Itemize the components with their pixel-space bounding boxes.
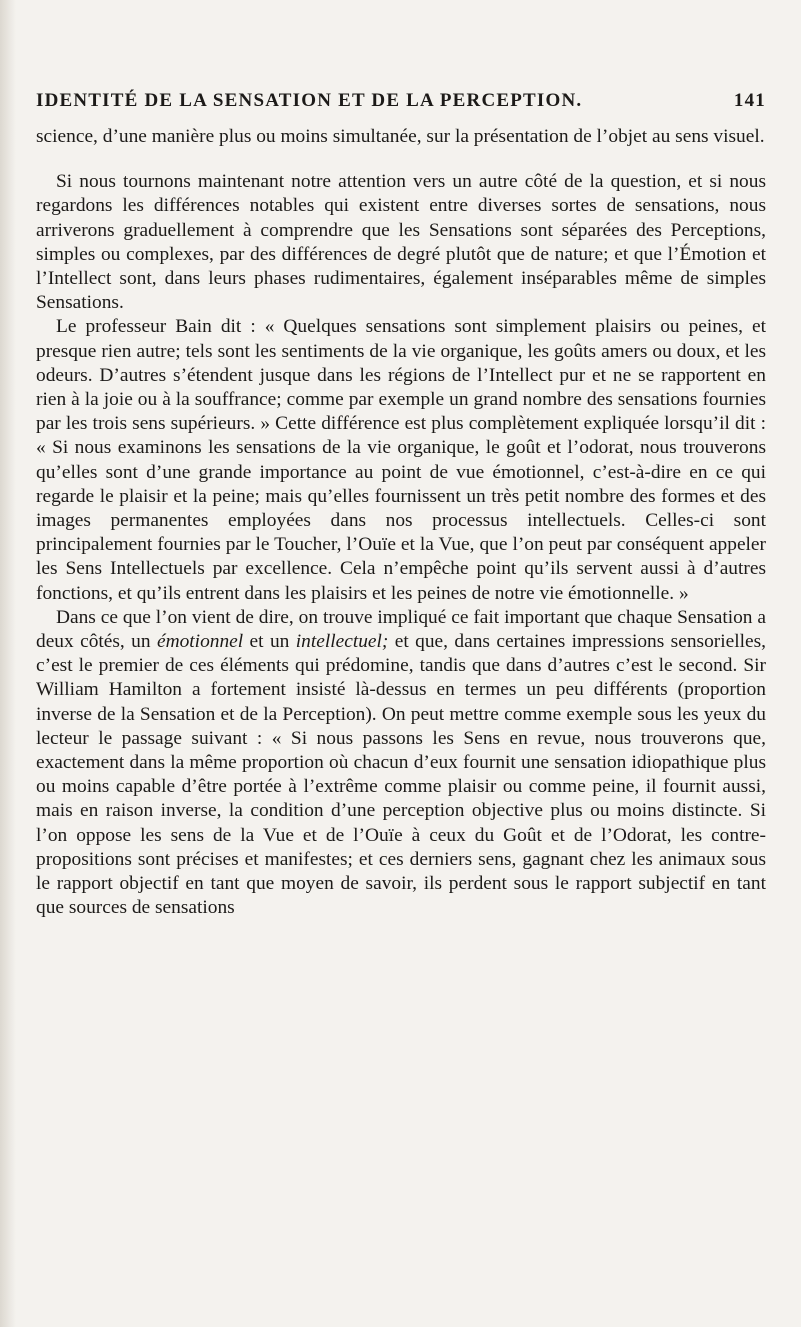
page-gutter-shadow — [0, 0, 16, 1327]
text-run: Dans ce que l’on vient de dire, on trouve impliqué ce fait important que chaque Sensation a deux côtés, un — [36, 606, 766, 653]
paragraph: Si nous tournons maintenant notre attention vers un autre côté de la question, et si nous regardons les différences notables qui existent entre diverses sortes de sensations, nous arriverons graduellement à comprendre que les Sensations sont séparées des Perceptions, simples ou complexes, par des différences de degré plutôt que de nature; et que l’Émotion et l’Intellect sont, dans leurs phases rudimentaires, également inséparables même de simples Sensations. — [36, 171, 766, 314]
text-run: et que, dans certaines impressions sensorielles, c’est le premier de ces éléments qui prédomine, tandis que dans d’autres c’est le second. Sir William Hamilton a fortement insisté là-dessus en termes un peu différents (proportion inverse de la Sensation et de la Perception). On peut mettre comme exemple sous les yeux du lecteur le passage suivant : « Si nous passons les Sens en revue, nous trouverons que, exactement dans la même proportion où chacun d’eux fournit une sensation idiopathique plus ou moins capable d’être portée à l’extrême comme plaisir ou comme peine, il fournit aussi, mais en raison inverse, la condition d’une perception objective plus ou moins distincte. Si l’on oppose les sens de la Vue et de l’Ouïe à ceux du Goût et de l’Odorat, les contre-propositions sont précises et manifestes; et ces derniers sens, gagnant chez les animaux sous le rapport objectif en tant que moyen de savoir, ils perdent sous le rapport subjectif en tant que sources de sensations — [36, 631, 766, 919]
paragraph-continuation: science, d’une manière plus ou moins simultanée, sur la présentation de l’objet au sens visuel. — [36, 126, 765, 147]
running-title: IDENTITÉ DE LA SENSATION ET DE LA PERCEPTION. — [36, 90, 583, 111]
italic-term-intellectuel: intellectuel; — [295, 631, 389, 653]
page-number: 141 — [733, 90, 766, 111]
italic-term-emotionnel: émotionnel — [156, 631, 244, 653]
running-header — [36, 90, 766, 112]
paragraph-hamilton — [36, 606, 766, 921]
page-body — [36, 125, 766, 921]
text-run: et un — [243, 631, 296, 653]
paragraph-bain-quote: Le professeur Bain dit : « Quelques sensations sont simplement plaisirs ou peines, et presque rien autre; tels sont les sentiments de la vie organique, les goûts amers ou doux, et les odeurs. D’autres s’étendent jusque dans les régions de l’Intellect pur et ne se rapportent en rien à la joie ou à la souffrance; comme par exemple un grand nombre des sensations fournies par les trois sens supérieurs. » Cette différence est plus complètement expliquée lorsqu’il dit : « Si nous examinons les sensations de la vie organique, le goût et l’odorat, nous trouverons qu’elles sont d’une grande importance au point de vue émotionnel, c’est-à-dire en ce qui regarde le plaisir et la peine; mais qu’elles fournissent un très petit nombre des formes et des images permanentes employées dans nos processus intellectuels. Celles-ci sont principalement fournies par le Toucher, l’Ouïe et la Vue, que l’on peut par conséquent appeler les Sens Intellectuels par excellence. Cela n’empêche point qu’ils servent aussi à d’autres fonctions, et qu’ils entrent dans les plaisirs et les peines de notre vie émotionnelle. » — [36, 316, 766, 604]
